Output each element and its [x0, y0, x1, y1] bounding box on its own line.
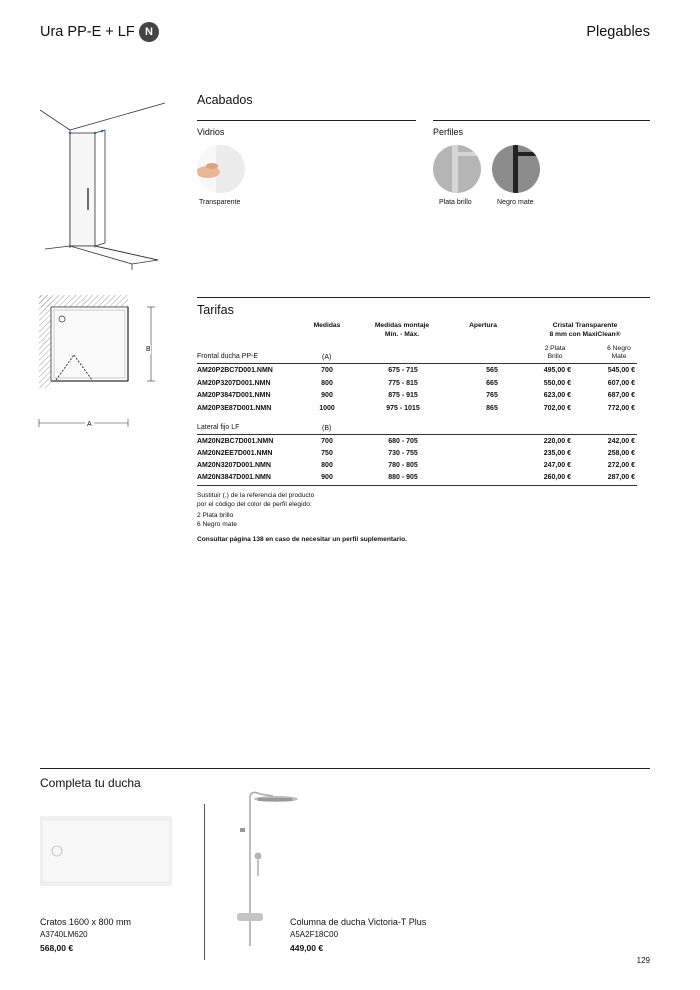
- product-2-code: A5A2F18C00: [290, 930, 339, 939]
- product-2-price: 449,00 €: [290, 943, 324, 953]
- group-frontal-label: Frontal ducha PP-E: [197, 353, 259, 360]
- product-2-name: Columna de ducha Victoria-T Plus: [290, 917, 427, 927]
- note-3: 2 Plata brillo: [197, 512, 234, 519]
- shower-tray-image: [40, 816, 172, 886]
- table-row: AM20P3847D001.NMN 900 875 - 915 765 623,00 € 687,00 €: [197, 392, 635, 399]
- acabados-title: Acabados: [197, 93, 253, 107]
- page-number: 129: [636, 956, 650, 965]
- product-1-code: A3740LM620: [40, 930, 88, 939]
- glass-transparente-swatch: [196, 144, 246, 194]
- dimension-b-label: B: [146, 346, 151, 353]
- table-bottom-rule: [197, 485, 637, 486]
- section-title: Plegables: [586, 24, 650, 40]
- perfil-plata-swatch: [432, 144, 482, 194]
- table-row: AM20P3E87D001.NMN 1000 975 - 1015 865 702,00 € 772,00 €: [197, 405, 635, 412]
- shower-perspective-drawing: [40, 100, 170, 270]
- page-title: Ura PP-E + LF: [40, 24, 135, 40]
- header-cristal-1: Cristal Transparente: [552, 322, 618, 329]
- new-badge: N: [139, 22, 159, 42]
- perfiles-label: Perfiles: [433, 127, 464, 137]
- shower-column-image: [228, 786, 298, 962]
- group1-rule: [197, 363, 637, 364]
- dimension-a-label: A: [87, 421, 92, 428]
- table-row: AM20P3207D001.NMN 800 775 - 815 665 550,00 € 607,00 €: [197, 380, 635, 387]
- note-4: 6 Negro mate: [197, 521, 237, 528]
- header-plata-2: Brillo: [547, 353, 563, 360]
- group-lateral-label: Lateral fijo LF: [197, 424, 240, 431]
- perfil-negro-swatch: [491, 144, 541, 194]
- tarifas-title: Tarifas: [197, 303, 234, 317]
- header-medidas: Medidas: [313, 322, 341, 329]
- completa-rule: [40, 768, 650, 769]
- table-row: AM20N2EE7D001.NMN 750 730 - 755 235,00 € 258,00 €: [197, 450, 635, 457]
- tarifas-rule: [197, 297, 650, 298]
- group2-rule: [197, 434, 637, 435]
- header-plata-1: 2 Plata: [544, 345, 566, 352]
- shower-plan-drawing: [36, 295, 156, 433]
- perfiles-rule: [433, 120, 650, 121]
- transparente-label: Transparente: [199, 199, 241, 206]
- note-5: Consultar página 138 en caso de necesitar un perfil suplementario.: [197, 536, 407, 543]
- product-1-name: Cratos 1600 x 800 mm: [40, 917, 132, 927]
- note-1: Sustituir (.) de la referencia del producto: [197, 492, 315, 499]
- header-negro-2: Mate: [611, 353, 627, 360]
- header-cristal-2: 8 mm con MaxiClean®: [549, 331, 621, 338]
- group-lateral-dim: (B): [322, 425, 332, 432]
- vidrios-label: Vidrios: [197, 127, 225, 137]
- table-row: AM20N3207D001.NMN 800 780 - 805 247,00 € 272,00 €: [197, 462, 635, 469]
- negro-mate-label: Negro mate: [497, 199, 534, 206]
- note-2: por el código del color de perfil elegido:: [197, 501, 312, 508]
- header-apertura: Apertura: [469, 322, 497, 329]
- products-divider: [204, 804, 205, 960]
- header-negro-1: 6 Negro: [607, 345, 631, 352]
- vidrios-rule: [197, 120, 416, 121]
- header-montaje-2: Mín. - Máx.: [384, 331, 420, 338]
- completa-title: Completa tu ducha: [40, 776, 141, 790]
- group-frontal-dim: (A): [322, 354, 332, 361]
- table-row: AM20N2BC7D001.NMN 700 680 - 705 220,00 € 242,00 €: [197, 438, 635, 445]
- table-row: AM20P2BC7D001.NMN 700 675 - 715 565 495,00 € 545,00 €: [197, 367, 635, 374]
- plata-brillo-label: Plata brillo: [439, 199, 472, 206]
- header-montaje-1: Medidas montaje: [374, 322, 430, 329]
- product-1-price: 568,00 €: [40, 943, 74, 953]
- table-row: AM20N3847D001.NMN 900 880 - 905 260,00 € 287,00 €: [197, 474, 635, 481]
